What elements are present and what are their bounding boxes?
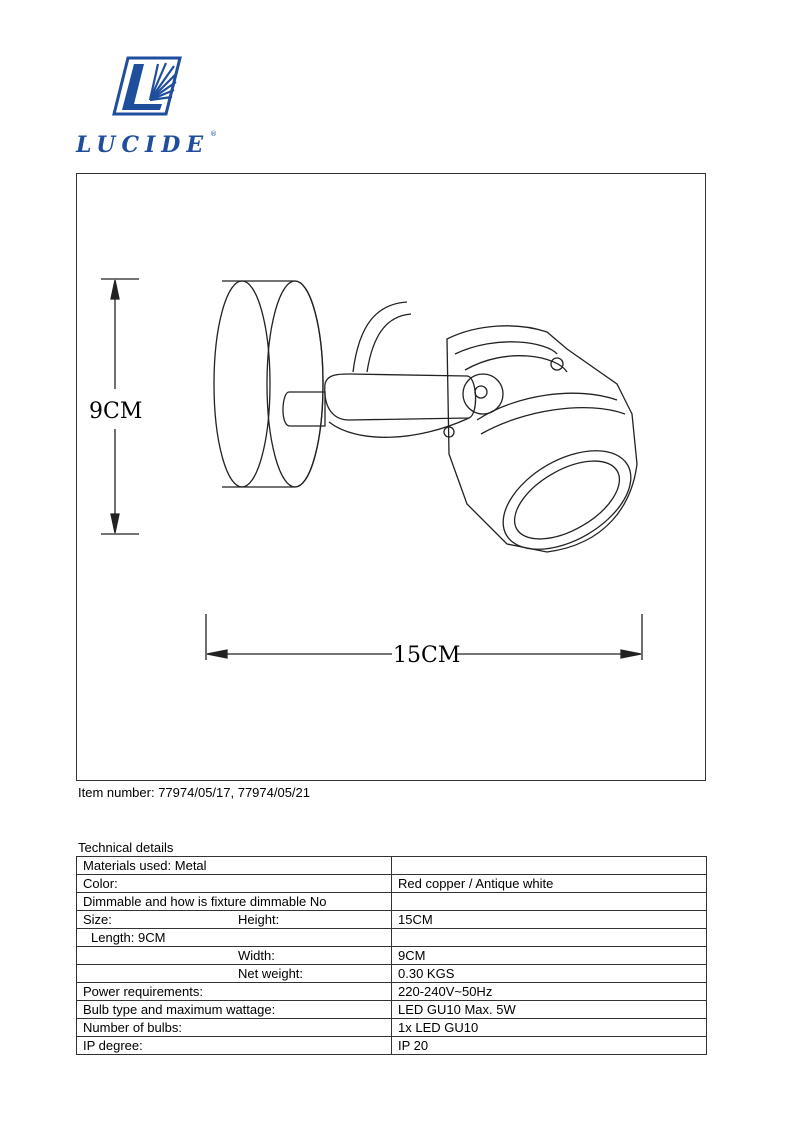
row-value	[392, 929, 707, 947]
pivot-screw	[475, 386, 487, 398]
row-value: LED GU10 Max. 5W	[392, 1001, 707, 1019]
row-sublabel: Height:	[238, 912, 280, 927]
row-label: Color:	[83, 876, 118, 891]
wall-plate-edge	[222, 281, 323, 487]
table-row	[77, 893, 707, 911]
row-label: Dimmable and how is fixture dimmable No	[83, 894, 327, 909]
row-label: IP degree:	[83, 1038, 143, 1053]
row-label: Materials used: Metal	[83, 858, 207, 873]
table-row	[77, 911, 707, 929]
row-value	[392, 857, 707, 875]
drawing-frame	[76, 173, 706, 781]
table-row	[77, 947, 707, 965]
bracket-arm	[325, 374, 476, 420]
stem	[283, 392, 325, 426]
row-label: Length: 9CM	[91, 930, 166, 945]
technical-details-table	[76, 856, 707, 1055]
technical-details-caption: Technical details	[78, 840, 174, 855]
lamp-ring-1	[455, 342, 557, 354]
table-row	[77, 1037, 707, 1055]
row-label: Number of bulbs:	[83, 1020, 182, 1035]
lucide-logo	[70, 50, 230, 160]
height-arrow-down	[111, 514, 119, 533]
width-arrow-right	[621, 650, 641, 658]
pivot-knob	[463, 374, 503, 414]
registered-mark: ®	[210, 130, 217, 138]
lens-inner	[502, 445, 632, 555]
row-label: Power requirements:	[83, 984, 203, 999]
width-dimension-label: 15CM	[393, 643, 461, 668]
row-value	[392, 893, 707, 911]
bracket-loop-outer	[353, 302, 407, 372]
table-row	[77, 983, 707, 1001]
table-row	[77, 965, 707, 983]
row-value: 220-240V~50Hz	[392, 983, 707, 1001]
row-sublabel: Width:	[238, 948, 275, 963]
height-dimension-label: 9CM	[89, 399, 143, 424]
lamp-ring-2	[465, 356, 567, 372]
row-sublabel: Net weight:	[238, 966, 304, 981]
table-row	[77, 1001, 707, 1019]
row-value: 15CM	[392, 911, 707, 929]
row-value: Red copper / Antique white	[392, 875, 707, 893]
row-value: 1x LED GU10	[392, 1019, 707, 1037]
height-arrow-up	[111, 280, 119, 299]
logo-wordmark: LUCIDE	[76, 132, 210, 158]
row-value: 0.30 KGS	[392, 965, 707, 983]
table-row	[77, 857, 707, 875]
logo-emblem-icon	[114, 58, 180, 114]
row-value: IP 20	[392, 1037, 707, 1055]
bracket-loop-inner	[367, 314, 411, 372]
lucide-logo-mark	[70, 50, 230, 160]
table-row	[77, 929, 707, 947]
lamp-technical-drawing	[77, 174, 707, 782]
width-arrow-left	[207, 650, 227, 658]
row-label: Size:	[83, 912, 112, 927]
item-number: Item number: 77974/05/17, 77974/05/21	[78, 785, 311, 800]
row-value: 9CM	[392, 947, 707, 965]
lamp-ring-4	[481, 408, 625, 434]
table-row	[77, 1019, 707, 1037]
table-row	[77, 875, 707, 893]
wall-plate-back	[267, 281, 323, 487]
lens-outer	[486, 430, 647, 569]
row-label: Bulb type and maximum wattage:	[83, 1002, 276, 1017]
wall-plate-front	[214, 281, 270, 487]
